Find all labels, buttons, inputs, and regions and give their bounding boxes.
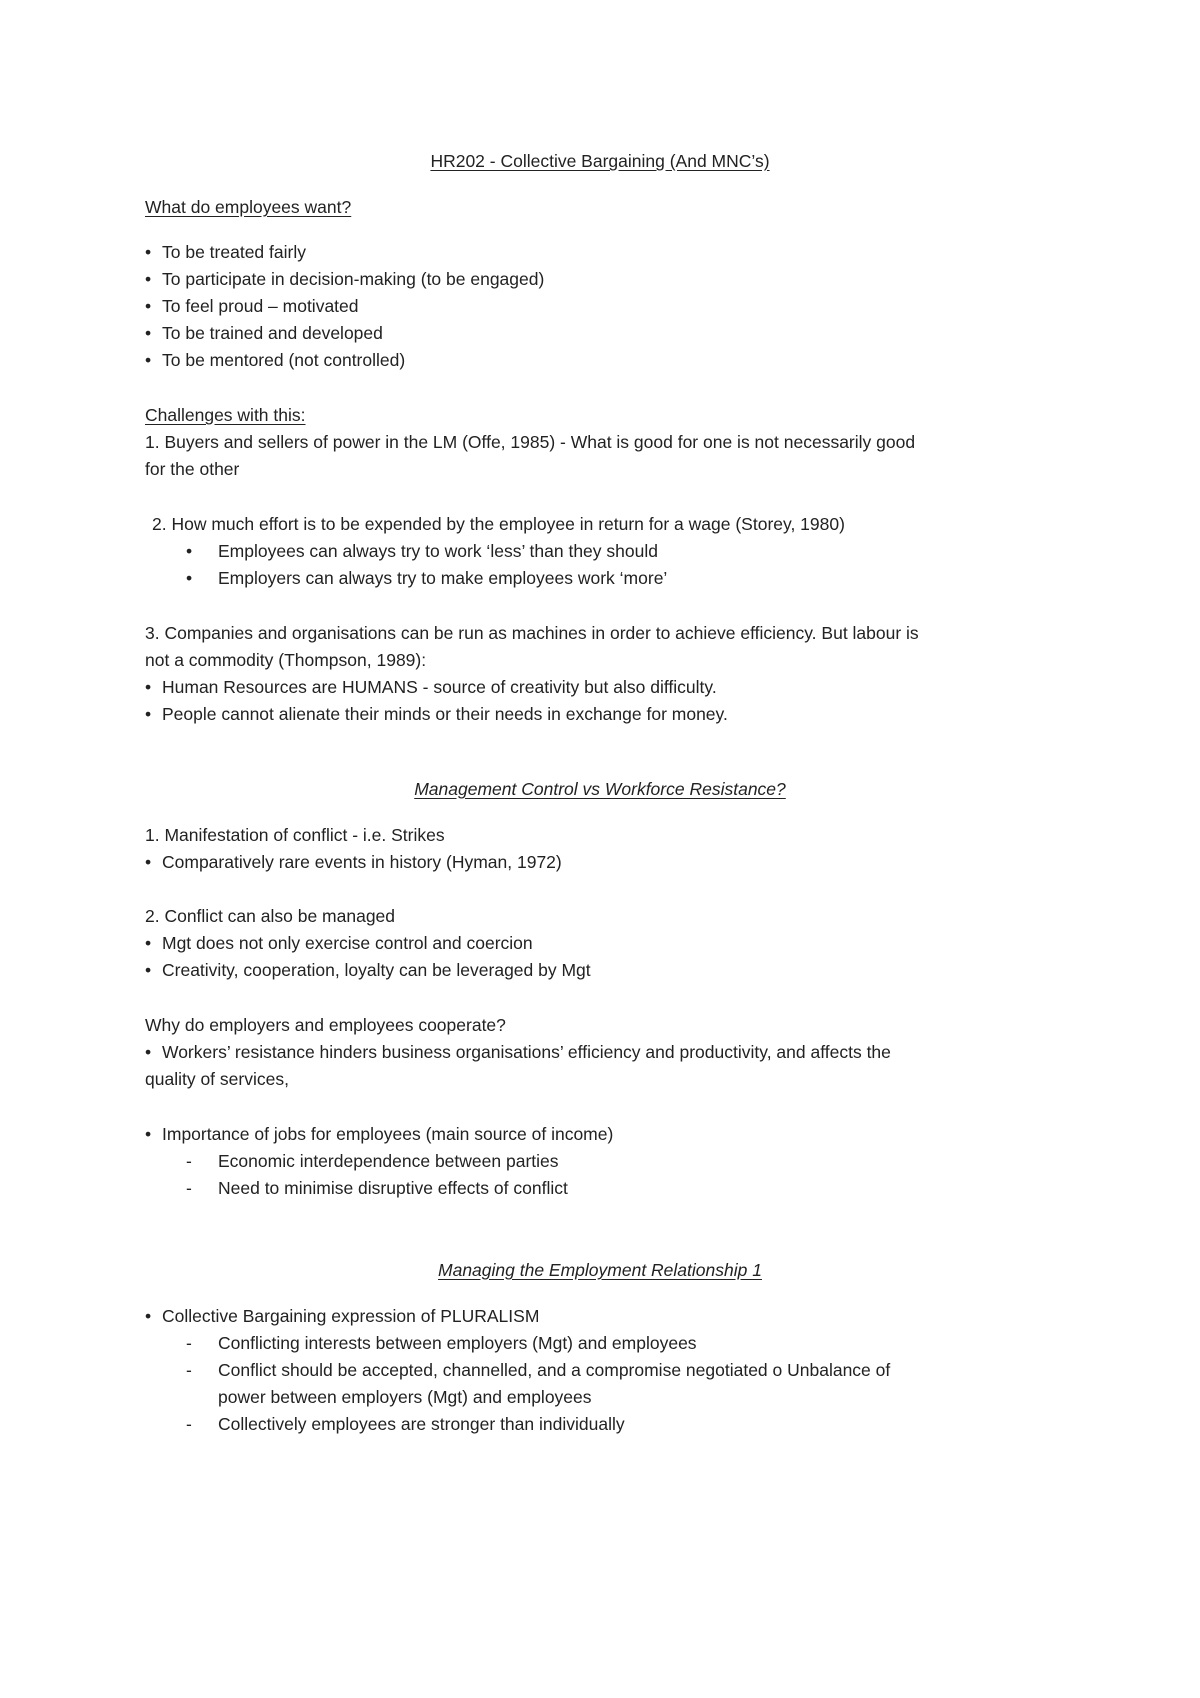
paragraph-line: 1. Buyers and sellers of power in the LM (Offe, 1985) - What is good for one is not necessarily good xyxy=(145,432,916,452)
document-page: HR202 - Collective Bargaining (And MNC’s) What do employees want? • To be treated fairly • To participate in decision-making (to be engaged) • To feel proud – motivated • To be trained and developed • To be mentored (not controlled) Challenges with this: 1. Buyers and sellers of power in the LM (Offe, 1985) - What is good for one is not necessarily good for the other 2. How much effort is to be expended by the employee in return for a wage (Storey, 1980) • Employees can always try to work ‘less’ than they should • Employers can always try to make employees work ‘more’ 3. Companies and organisations can be run as machines in order to achieve efficiency. But labour is not a commodity (Thompson, 1989): • Human Resources are HUMANS - source of creativity but also difficulty. • People cannot alienate their minds or their needs in exchange for money. Management Control vs Workforce Resistance? 1. Manifestation of conflict - i.e. Strikes • Comparatively rare events in history (Hyman, 1972) 2. Conflict can also be managed • Mgt does not only exercise control and coercion • Creativity, cooperation, loyalty can be leveraged by Mgt Why do employers and employees cooperate? • Workers’ resistance hinders business organisations’ efficiency and productivity, and affects the quality of services, • Importance of jobs for employees (main source of income) - Economic interdependence between parties - Need to minimise disruptive effects of conflict Managing the Employment Relationship 1 • Collective Bargaining expression of PLURALISM - Conflicting interests between employers (Mgt) and employees - Conflict should be accepted, channelled, and a compromise negotiated o Unbalance of power between employers (Mgt) and employees - Collectively employees are stronger than individually xyxy=(0,0,1200,1698)
paragraph-line: 1. Manifestation of conflict - i.e. Strikes xyxy=(145,825,445,845)
list-item: • Creativity, cooperation, loyalty can be leveraged by Mgt xyxy=(145,960,591,980)
list-item: • Mgt does not only exercise control and coercion xyxy=(145,933,533,953)
list-item: • To be treated fairly xyxy=(145,242,306,262)
list-item: • People cannot alienate their minds or their needs in exchange for money. xyxy=(145,704,728,724)
heading-employees-want: What do employees want? xyxy=(145,197,352,217)
paragraph-line: quality of services, xyxy=(145,1069,289,1089)
list-item: • Importance of jobs for employees (main source of income) xyxy=(145,1124,614,1144)
paragraph-line: 3. Companies and organisations can be run as machines in order to achieve efficiency. But labour is xyxy=(145,623,919,643)
paragraph-line: 2. How much effort is to be expended by the employee in return for a wage (Storey, 1980) xyxy=(152,514,845,534)
heading-challenges: Challenges with this: xyxy=(145,405,306,425)
document-title: HR202 - Collective Bargaining (And MNC’s) xyxy=(430,151,770,171)
paragraph-line: 2. Conflict can also be managed xyxy=(145,906,396,926)
heading-managing-relationship: Managing the Employment Relationship 1 xyxy=(438,1260,762,1280)
list-item: • To be trained and developed xyxy=(145,323,383,343)
list-item: • To be mentored (not controlled) xyxy=(145,350,406,370)
paragraph-line: not a commodity (Thompson, 1989): xyxy=(145,650,427,670)
list-item: • To feel proud – motivated xyxy=(145,296,359,316)
paragraph-line: Why do employers and employees cooperate? xyxy=(145,1015,506,1035)
list-item: • Comparatively rare events in history (Hyman, 1972) xyxy=(145,852,562,872)
heading-management-control: Management Control vs Workforce Resistance? xyxy=(414,779,786,799)
list-item: • Workers’ resistance hinders business organisations’ efficiency and productivity, and affects the xyxy=(145,1042,891,1062)
paragraph-line: for the other xyxy=(145,459,240,479)
list-item: • Collective Bargaining expression of PLURALISM xyxy=(145,1306,540,1326)
list-item: • To participate in decision-making (to be engaged) xyxy=(145,269,545,289)
list-item: • Human Resources are HUMANS - source of creativity but also difficulty. xyxy=(145,677,717,697)
